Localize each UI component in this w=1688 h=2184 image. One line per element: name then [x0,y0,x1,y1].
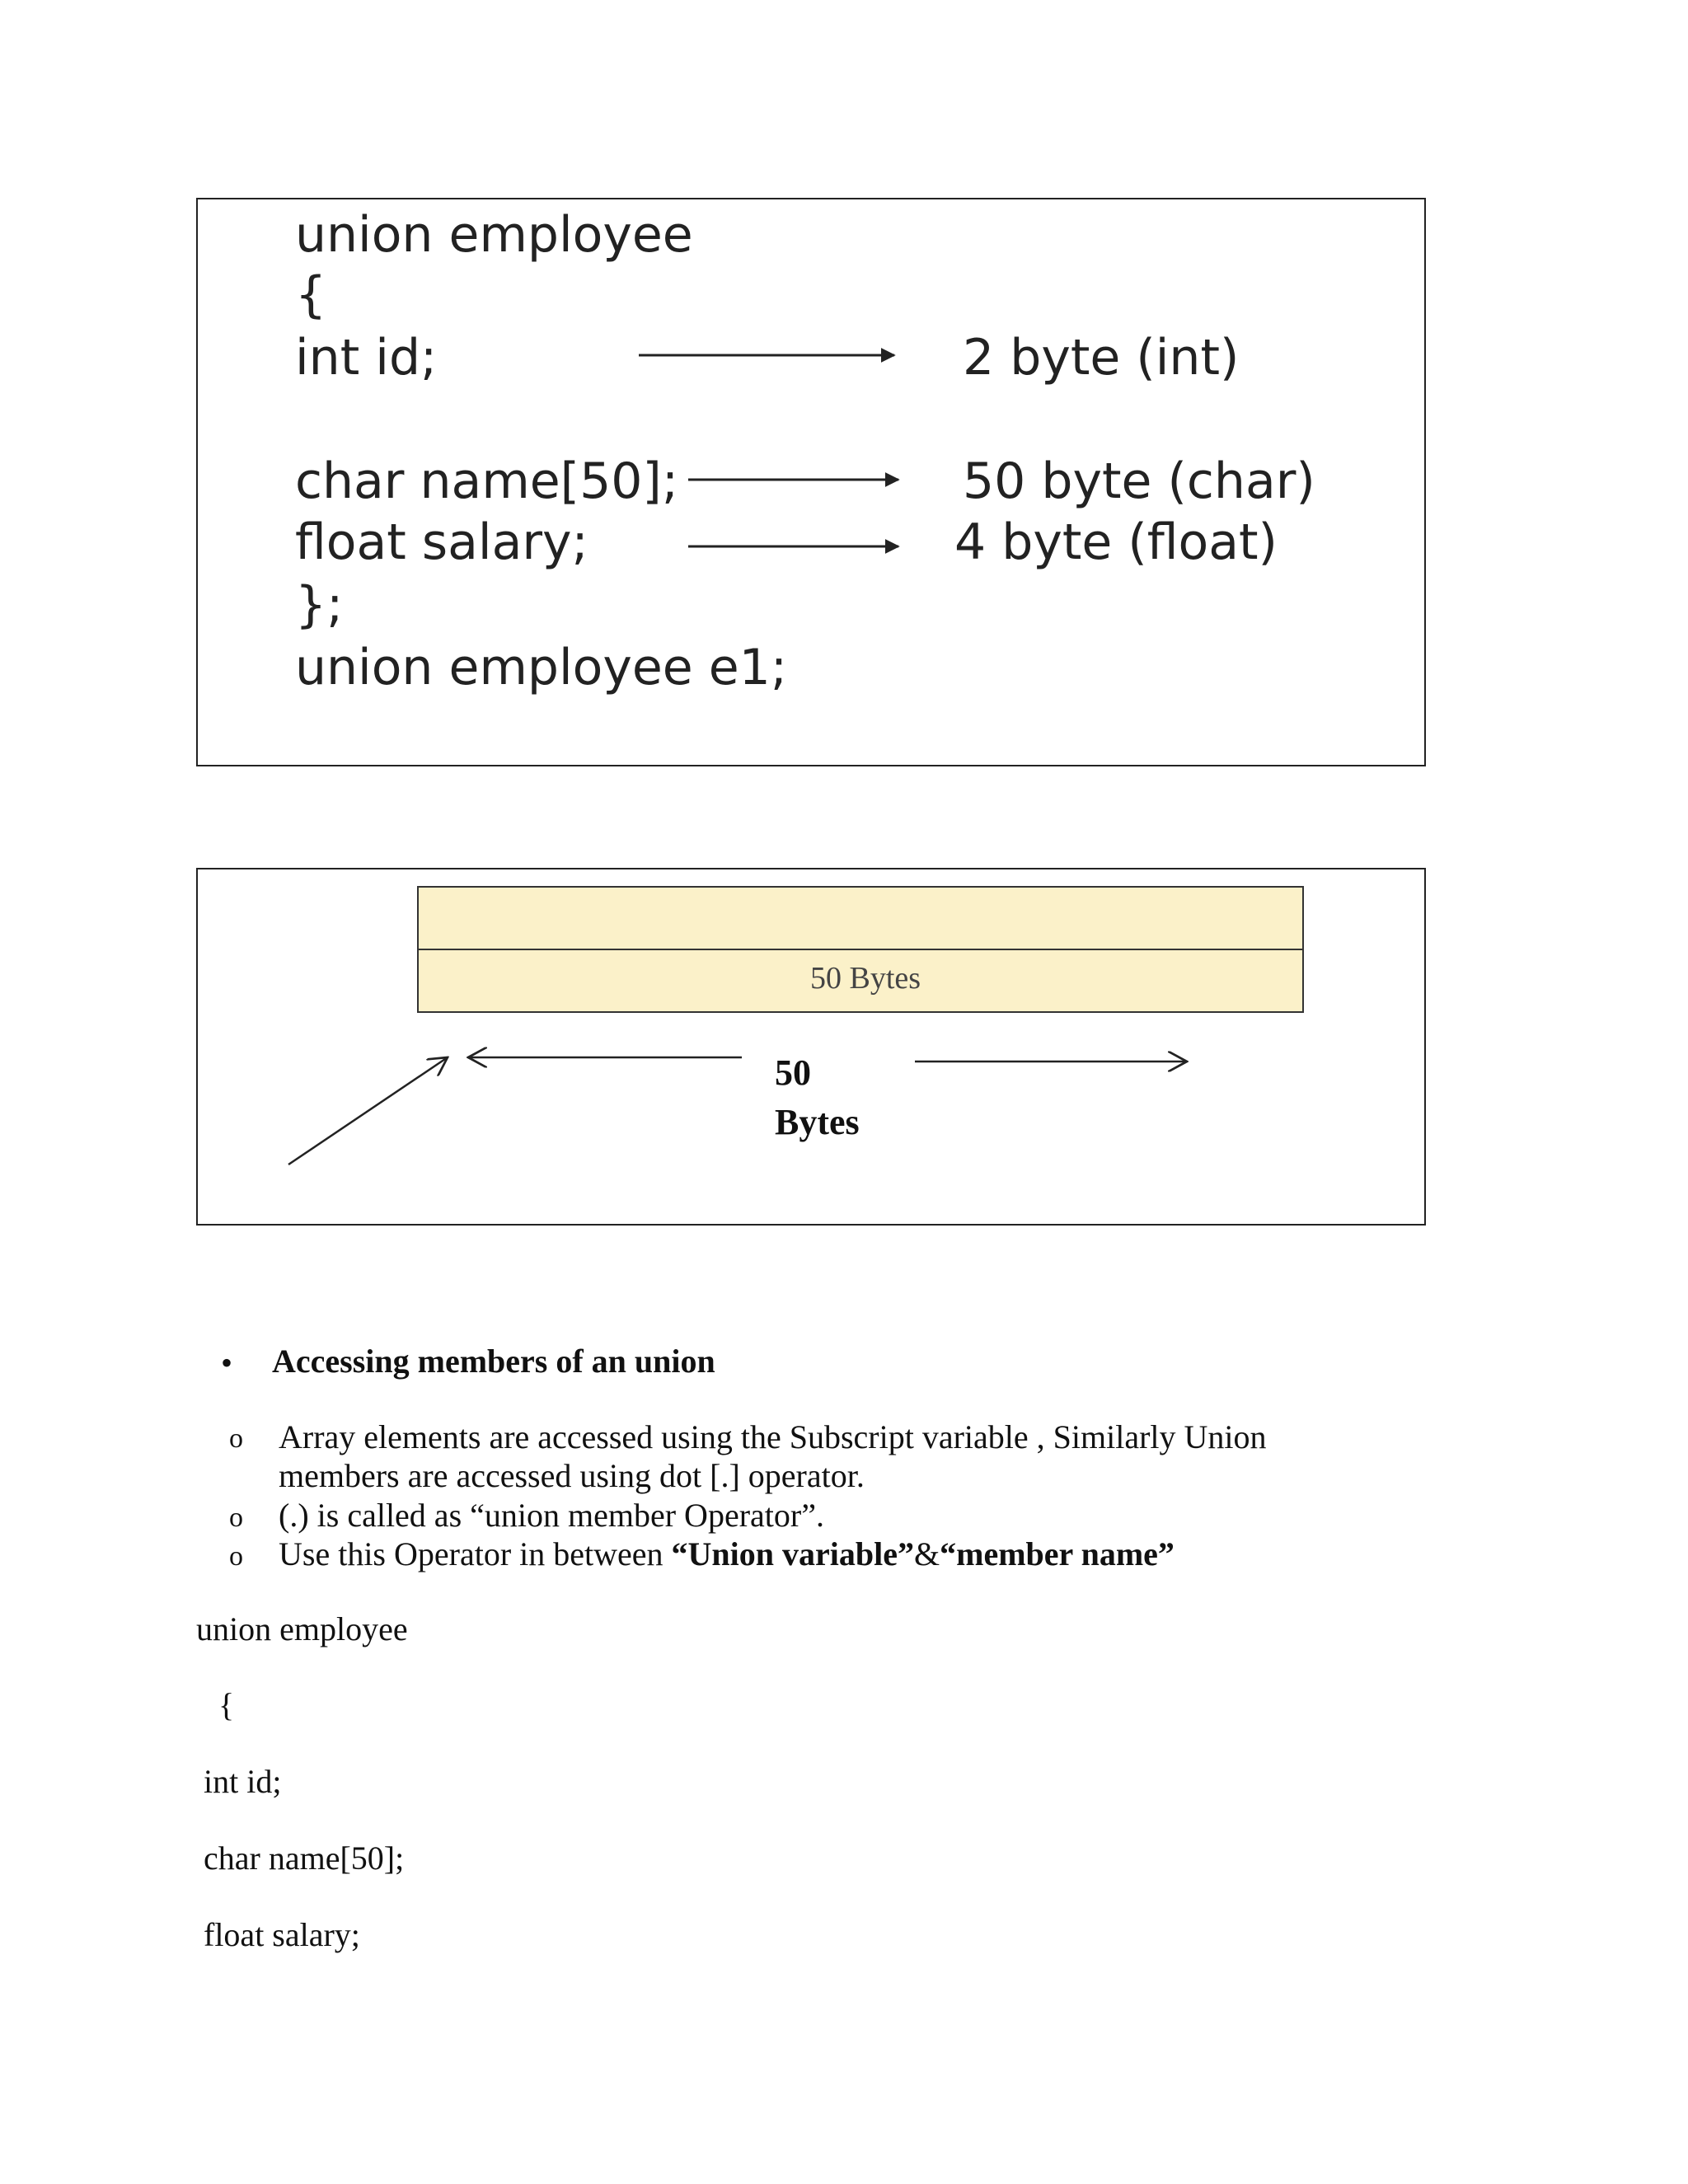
size-label-int: 2 byte (int) [963,329,1240,387]
memory-block-label: 50 Bytes [809,961,921,996]
list-item-line [279,1535,1175,1574]
bullet-icon: • [221,1344,233,1381]
code-line-float-salary: float salary; [295,513,588,571]
listing-line-union-header: union employee [196,1610,408,1647]
list-item-line: Array elements are accessed using the Subscript variable , Similarly Union [279,1418,1267,1455]
listing-line-float-salary: float salary; [204,1916,360,1953]
code-line-open-brace: { [295,266,327,324]
section-heading: Accessing members of an union [272,1343,715,1380]
code-line-close-brace: }; [295,576,344,634]
list-item-line: (.) is called as “union member Operator”. [279,1497,824,1534]
sub-bullet-icon: o [229,1423,243,1454]
memory-block-top [417,886,1304,950]
listing-line-open-brace: { [218,1686,235,1723]
emphasis-union-variable: “Union variable” [671,1535,915,1572]
code-line-int-id: int id; [295,329,438,387]
span-label-number: 50 [775,1052,811,1093]
code-line-union-variable: union employee e1; [295,639,788,696]
sub-bullet-icon: o [229,1502,243,1533]
list-item-line: members are accessed using dot [.] operator. [279,1457,865,1494]
span-label-unit: Bytes [775,1102,860,1142]
listing-line-int-id: int id; [204,1763,282,1800]
span-label [775,1048,940,1147]
code-line-union-header: union employee [295,206,693,264]
size-label-char: 50 byte (char) [963,452,1315,510]
size-label-float: 4 byte (float) [954,513,1278,571]
sub-bullet-icon: o [229,1541,243,1572]
list-item-text: Use this Operator in between [279,1535,672,1572]
listing-line-char-name: char name[50]; [204,1840,405,1877]
ampersand: & [914,1535,940,1572]
emphasis-member-name: “member name” [940,1535,1175,1572]
code-line-char-name: char name[50]; [295,452,679,510]
